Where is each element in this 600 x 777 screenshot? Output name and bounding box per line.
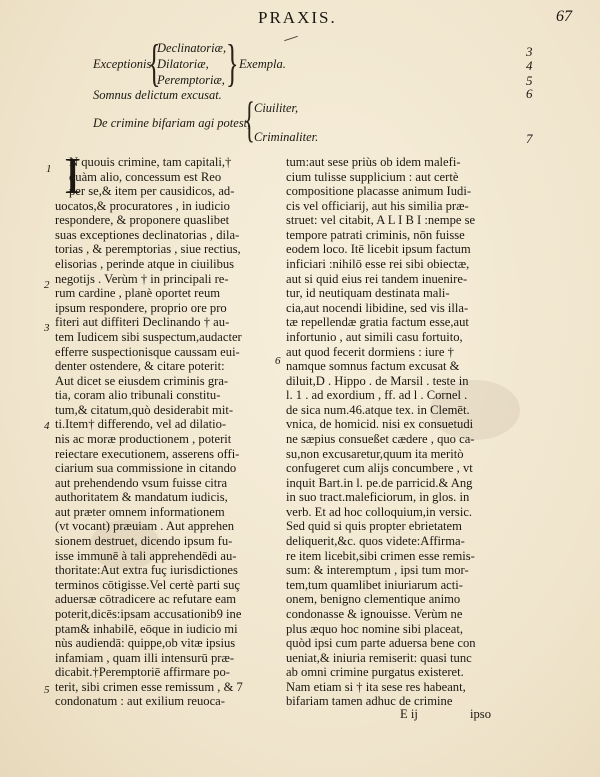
text-line: terit, sibi crimen esse remissum , & 7 bbox=[55, 679, 243, 694]
index-bifariam: De crimine bifariam agi potest, bbox=[93, 116, 251, 130]
index-number: 3 bbox=[526, 44, 533, 59]
text-column-right bbox=[286, 155, 508, 709]
text-line: eodem loco. Itē licebit ipsum factum bbox=[286, 242, 471, 257]
ink-mark bbox=[284, 36, 298, 41]
text-line: Aut dicet se eiusdem criminis gra- bbox=[55, 373, 229, 388]
margin-number: 5 bbox=[44, 684, 50, 696]
text-line: compositione placasse animum Iudi- bbox=[286, 184, 472, 199]
text-line: l. 1 . ad exordium , ff. ad l . Cornel . bbox=[286, 388, 468, 403]
text-line: tem Iudicem sibi suspectum,audacter bbox=[55, 329, 242, 344]
text-line: re item licebit,sibi crimen esse remis- bbox=[286, 548, 475, 563]
text-line: efferre suspectionisque caussam eui- bbox=[55, 344, 240, 359]
text-line: in suo tract.maleficiorum, in glos. in bbox=[286, 490, 470, 505]
text-line: cis vel officiarij, aut his similia præ- bbox=[286, 198, 469, 213]
text-line: quòd ipsi cum parte aduersa bene con bbox=[286, 636, 476, 651]
text-line: condonatum : aut exilium reuoca- bbox=[55, 694, 225, 709]
text-line: N quouis crimine, tam capitali,† bbox=[69, 155, 232, 169]
text-line: condonasse & ignouisse. Verùm ne bbox=[286, 606, 463, 621]
text-line: diluit,D . Hippo . de Marsil . teste in bbox=[286, 373, 469, 388]
catchword: ipso bbox=[470, 707, 491, 721]
left-brace-icon: { bbox=[244, 91, 255, 147]
text-line: terminos cōtigisse.Vel certè parti suç bbox=[55, 577, 241, 592]
text-line: Nam etiam si † ita sese res habeant, bbox=[286, 679, 466, 694]
text-line: ptam& inhabilē, eōque in iudicio mi bbox=[55, 621, 238, 636]
right-brace-icon: } bbox=[226, 35, 239, 92]
text-line: ti.Item† differendo, vel ad dilatio- bbox=[55, 417, 227, 432]
text-line: infortunio , aut simili casu fortuito, bbox=[286, 329, 463, 344]
text-line: namque somnus factum excusat & bbox=[286, 359, 460, 374]
text-line: respondere, & proponere quaslibet bbox=[55, 213, 230, 228]
text-line: aut si quid eius rei tandem inuenire- bbox=[286, 271, 468, 286]
text-line: dicabit.†Peremptoriē affirmare po- bbox=[55, 665, 230, 680]
margin-number: 2 bbox=[44, 279, 50, 291]
text-line: tia, coram alio tribunali constitu- bbox=[55, 388, 221, 403]
text-line: tæ repellendæ gratia factum esse,aut bbox=[286, 315, 469, 330]
text-line: suas exceptiones declinatorias , dila- bbox=[55, 227, 240, 242]
text-line: cium tulisse supplicium : aut certè bbox=[286, 169, 459, 184]
text-line: per se,& item per causidicos, ad- bbox=[69, 184, 235, 199]
index-declinatoriae: Declinatoriæ, bbox=[157, 41, 227, 55]
index-number: 6 bbox=[526, 86, 533, 101]
text-line: nùs audiendā: quippe,ob vitæ ipsius bbox=[55, 636, 236, 651]
text-line: inquit Bart.in l. pe.de parricid.& Ang bbox=[286, 475, 473, 490]
text-line: isse immunē à tali apprehendēdi au- bbox=[55, 548, 237, 563]
text-line: tur, id neutiquam destinata mali- bbox=[286, 286, 450, 301]
text-line: thoritate:Aut extra fuç iurisdictiones bbox=[55, 563, 238, 578]
text-line: tum,& citatum,quò desiderabit mit- bbox=[55, 402, 234, 417]
text-line: infamiam , quam illi intensurū præ- bbox=[55, 650, 235, 665]
index-ciuiliter: Ciuiliter, bbox=[254, 101, 299, 115]
text-line: torias , & peremptorias , siue rectius, bbox=[55, 242, 241, 257]
text-line: bifariam tamen adhuc de crimine bbox=[286, 694, 453, 709]
text-line: ab omni crimine purgatus existeret. bbox=[286, 665, 464, 680]
margin-number: 6 bbox=[275, 355, 281, 367]
index-dilatoriae: Dilatoriæ, bbox=[157, 57, 209, 71]
text-line: Sed quid si quis propter ebrietatem bbox=[286, 519, 462, 534]
text-line: aut quod fecerit dormiens : iure † bbox=[286, 344, 454, 359]
index-number: 7 bbox=[526, 131, 533, 146]
text-line: uocatos,& procuratores , in iudicio bbox=[55, 198, 230, 213]
text-line: deliquerit,&c. quos videte:Affirma- bbox=[286, 534, 465, 549]
text-line: ueniat,& iniuria remiserit: quasi tunc bbox=[286, 650, 472, 665]
text-line: confugeret cum alijs concumbere , vt bbox=[286, 461, 473, 476]
text-line: authoritatem & mandatum iudicis, bbox=[55, 490, 228, 505]
index-exempla: Exempla. bbox=[239, 57, 286, 71]
text-line: tum:aut sese priùs ob idem malefi- bbox=[286, 155, 461, 169]
text-line: tempore patrati criminis, nōn fuisse bbox=[286, 227, 465, 242]
text-line: elisorias , perinde atque in ciuilibus bbox=[55, 257, 235, 272]
text-line: su,non excusaretur,quum ita meritò bbox=[286, 446, 464, 461]
text-line: fiteri aut diffiteri Declinando † au- bbox=[55, 315, 230, 330]
margin-number: 3 bbox=[44, 322, 50, 334]
running-header-title: PRAXIS. bbox=[258, 8, 337, 27]
text-line: negotijs . Verùm † in principali re- bbox=[55, 271, 229, 286]
margin-number: 4 bbox=[44, 420, 50, 432]
signature-mark: E ij bbox=[400, 707, 418, 721]
text-line: sionem destruet, dicendo ipsum fu- bbox=[55, 534, 233, 549]
text-line: de sica num.46.atque tex. in Clemēt. bbox=[286, 402, 470, 417]
text-line: ciarium sua commissione in citando bbox=[55, 461, 237, 476]
left-brace-icon: { bbox=[148, 35, 161, 92]
text-line: vnica, de homicid. nisi ex consuetudi bbox=[286, 417, 474, 432]
text-column-left bbox=[40, 155, 278, 709]
text-line: aut prehendendo vsum fuisse citra bbox=[55, 475, 228, 490]
index-number: 4 bbox=[526, 58, 533, 73]
text-line: ne sæpius consueßet cædere , quo ca- bbox=[286, 431, 475, 446]
text-line: struet: vel citabit, A L I B I :nempe se bbox=[286, 213, 476, 228]
text-line: nis ac moræ productionem , poterit bbox=[55, 431, 232, 446]
text-line: tem,tum quamlibet iniuriarum acti- bbox=[286, 577, 463, 592]
index-somnus: Somnus delictum excusat. bbox=[93, 88, 222, 102]
text-line: cia,aut nocendi libidine, sed vis illa- bbox=[286, 300, 469, 315]
index-exceptionis: Exceptionis bbox=[93, 57, 152, 71]
page-number: 67 bbox=[556, 8, 572, 25]
index-number: 5 bbox=[526, 73, 533, 88]
text-line: reiectare executionem, asserens offi- bbox=[55, 446, 240, 461]
text-line: aduersæ cōtradicere ac refutare eam bbox=[55, 592, 237, 607]
drop-cap: I bbox=[64, 148, 82, 205]
text-line: rum cardine , planè oportet reum bbox=[55, 286, 221, 301]
text-line: aut præter omnem informationem bbox=[55, 504, 225, 519]
text-line: plus æquo hoc nomine sibi placeat, bbox=[286, 621, 463, 636]
text-line: ipsum respondere, proprio ore pro bbox=[55, 300, 227, 315]
index-criminaliter: Criminaliter. bbox=[254, 130, 319, 144]
text-line: verb. Et ad hoc colloquium,in versic. bbox=[286, 504, 473, 519]
text-line: denter ostendere, & citare poterit: bbox=[55, 359, 225, 374]
text-line: (vt vocant) præuiam . Aut apprehen bbox=[55, 519, 235, 534]
text-line: sum: & interemptum , ipsi tum mor- bbox=[286, 563, 469, 578]
text-line: onem, benigno clementique animo bbox=[286, 592, 461, 607]
margin-number: 1 bbox=[46, 163, 52, 175]
text-line: poterit,dicēs:ipsam accusationib9 ine bbox=[55, 606, 242, 621]
index-peremptoriae: Peremptoriæ, bbox=[157, 73, 225, 87]
text-line: quàm alio, concessum est Reo bbox=[69, 169, 222, 184]
text-line: inficiari :nihilō esse rei sibi obiectæ, bbox=[286, 257, 470, 272]
